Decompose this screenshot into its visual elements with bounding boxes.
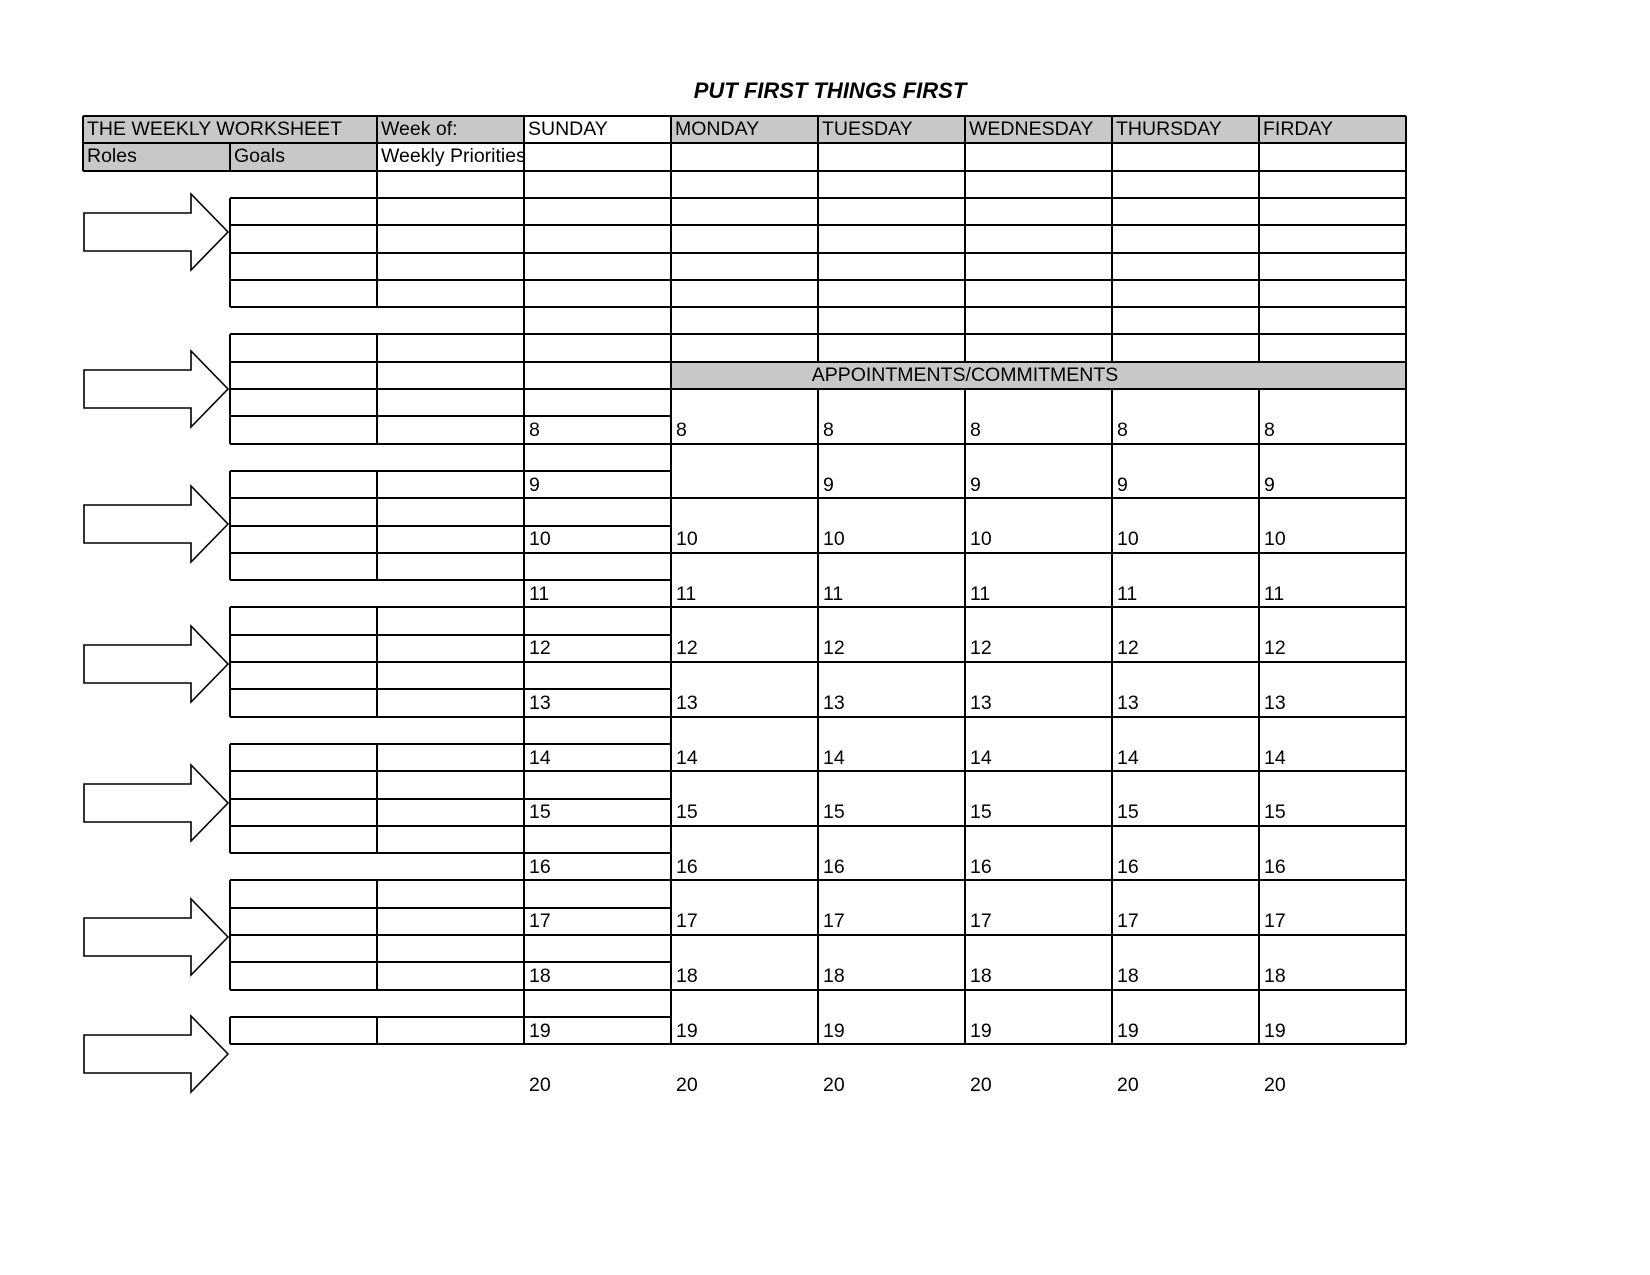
grid-line: [964, 116, 966, 362]
hour-label: 13: [970, 692, 992, 714]
grid-line: [671, 716, 1406, 718]
hour-label: 8: [823, 419, 834, 441]
grid-line: [83, 142, 1406, 144]
grid-line: [524, 743, 671, 745]
hour-label: 18: [1117, 965, 1139, 987]
grid-line: [524, 634, 671, 636]
grid-line: [376, 116, 378, 143]
day-header-firday: FIRDAY: [1263, 118, 1334, 140]
grid-line: [524, 1043, 671, 1045]
hour-label: 19: [823, 1019, 845, 1042]
grid-line: [376, 880, 378, 989]
hour-label: 15: [676, 801, 698, 824]
grid-line: [83, 115, 1406, 117]
grid-line: [83, 170, 1406, 172]
weekly-priorities-label: Weekly Priorities: [381, 145, 526, 168]
hour-label: 9: [1117, 473, 1128, 496]
hour-label: 9: [529, 473, 540, 496]
hour-label: 20: [676, 1074, 698, 1097]
hour-label: 11: [529, 582, 550, 605]
day-header-monday: MONDAY: [675, 118, 760, 140]
week-of-label: Week of:: [381, 118, 458, 140]
grid-line: [964, 389, 966, 1044]
hour-label: 17: [1264, 910, 1286, 933]
hour-label: 14: [970, 746, 992, 769]
grid-line: [1258, 116, 1260, 362]
hour-label: 14: [1117, 746, 1139, 769]
grid-line: [671, 606, 1406, 608]
hour-label: 12: [823, 637, 845, 660]
hour-label: 13: [529, 692, 551, 714]
role-arrow-icon: [78, 1011, 232, 1097]
grid-line: [524, 1016, 671, 1018]
grid-line: [524, 661, 671, 663]
grid-line: [376, 1017, 378, 1044]
role-arrow-icon: [78, 481, 232, 567]
hour-label: 18: [970, 965, 992, 987]
grid-line: [524, 961, 671, 963]
day-header-sunday: SUNDAY: [528, 118, 608, 140]
grid-line: [524, 415, 671, 417]
hour-label: 8: [1264, 419, 1275, 441]
grid-line: [376, 607, 378, 716]
grid-line: [524, 770, 671, 772]
role-arrow-icon: [78, 346, 232, 432]
grid-line: [671, 989, 1406, 991]
grid-line: [376, 471, 378, 580]
hour-label: 20: [823, 1074, 845, 1097]
grid-line: [524, 688, 671, 690]
hour-label: 20: [1264, 1074, 1286, 1097]
grid-line: [524, 825, 671, 827]
grid-line: [1405, 389, 1407, 1044]
grid-line: [1111, 116, 1113, 362]
grid-line: [817, 389, 819, 1044]
hour-label: 18: [823, 965, 845, 987]
grid-line: [671, 497, 1406, 499]
goals-label: Goals: [234, 145, 285, 168]
grid-line: [524, 907, 671, 909]
hour-label: 10: [823, 528, 845, 551]
role-arrow-icon: [78, 189, 232, 275]
worksheet-label: THE WEEKLY WORKSHEET: [87, 118, 342, 140]
role-arrow-icon: [78, 760, 232, 846]
grid-line: [524, 934, 671, 936]
grid-line: [1405, 116, 1407, 362]
grid-line: [524, 989, 671, 991]
roles-label: Roles: [87, 145, 137, 168]
hour-label: 16: [823, 855, 845, 878]
grid-line: [817, 116, 819, 362]
hour-label: 15: [529, 801, 551, 824]
hour-label: 10: [529, 528, 551, 551]
hour-label: 11: [676, 582, 697, 605]
hour-label: 16: [1264, 855, 1286, 878]
hour-label: 13: [1264, 692, 1286, 714]
grid-line: [524, 552, 671, 554]
grid-line: [524, 798, 671, 800]
hour-label: 19: [676, 1019, 698, 1042]
grid-line: [671, 552, 1406, 554]
grid-line: [1111, 389, 1113, 1044]
day-header-tuesday: TUESDAY: [822, 118, 913, 140]
page-title: PUT FIRST THINGS FIRST: [693, 78, 967, 103]
grid-line: [671, 934, 1406, 936]
hour-label: 12: [529, 637, 551, 660]
grid-line: [82, 116, 84, 171]
hour-label: 8: [1117, 419, 1128, 441]
grid-line: [376, 744, 378, 853]
grid-line: [524, 470, 671, 472]
day-header-wednesday: WEDNESDAY: [969, 118, 1094, 140]
hour-label: 17: [676, 910, 698, 933]
hour-label: 17: [1117, 910, 1139, 933]
grid-line: [671, 1043, 1406, 1045]
hour-label: 14: [529, 746, 551, 769]
hour-label: 10: [1264, 528, 1286, 551]
hour-label: 10: [1117, 528, 1139, 551]
hour-label: 15: [1117, 801, 1139, 824]
hour-label: 18: [676, 965, 698, 987]
hour-label: 8: [970, 419, 981, 441]
grid-line: [671, 770, 1406, 772]
hour-label: 13: [1117, 692, 1139, 714]
grid-line: [670, 116, 672, 1044]
hour-label: 14: [1264, 746, 1286, 769]
hour-label: 11: [1264, 582, 1285, 605]
hour-label: 9: [1264, 473, 1275, 496]
grid-line: [1258, 389, 1260, 1044]
hour-label: 11: [823, 582, 844, 605]
hour-label: 19: [970, 1019, 992, 1042]
hour-label: 20: [970, 1074, 992, 1097]
role-arrow-icon: [78, 894, 232, 980]
grid-line: [671, 879, 1406, 881]
appointments-label: APPOINTMENTS/COMMITMENTS: [811, 363, 1119, 386]
grid-line: [229, 143, 231, 170]
hour-label: 12: [1264, 637, 1286, 660]
hour-label: 16: [970, 855, 992, 878]
hour-label: 14: [823, 746, 845, 769]
hour-label: 11: [1117, 582, 1138, 605]
hour-label: 15: [970, 801, 992, 824]
grid-line: [524, 497, 671, 499]
grid-line: [376, 143, 378, 198]
hour-label: 16: [676, 855, 698, 878]
grid-line: [671, 388, 1406, 390]
grid-line: [524, 716, 671, 718]
hour-label: 8: [676, 419, 687, 441]
hour-label: 16: [529, 855, 551, 878]
hour-label: 17: [823, 910, 845, 933]
grid-line: [524, 579, 671, 581]
grid-line: [376, 334, 378, 443]
hour-label: 17: [529, 910, 551, 933]
hour-label: 13: [823, 692, 845, 714]
hour-label: 12: [1117, 637, 1139, 660]
hour-label: 11: [970, 582, 991, 605]
hour-label: 16: [1117, 855, 1139, 878]
grid-line: [524, 443, 671, 445]
hour-label: 19: [1264, 1019, 1286, 1042]
grid-line: [671, 443, 1406, 445]
grid-line: [671, 825, 1406, 827]
grid-line: [524, 879, 671, 881]
hour-label: 20: [1117, 1074, 1139, 1097]
day-header-thursday: THURSDAY: [1116, 118, 1222, 140]
hour-label: 20: [529, 1074, 551, 1097]
role-arrow-icon: [78, 621, 232, 707]
hour-label: 9: [970, 473, 981, 496]
hour-label: 13: [676, 692, 698, 714]
hour-label: 10: [676, 528, 698, 551]
hour-label: 19: [529, 1019, 551, 1042]
grid-line: [376, 198, 378, 307]
hour-label: 15: [823, 801, 845, 824]
hour-label: 18: [529, 965, 551, 987]
hour-label: 14: [676, 746, 698, 769]
hour-label: 19: [1117, 1019, 1139, 1042]
grid-line: [671, 661, 1406, 663]
grid-line: [524, 852, 671, 854]
grid-line: [523, 116, 525, 1044]
hour-label: 12: [676, 637, 698, 660]
grid-line: [524, 606, 671, 608]
grid-line: [524, 525, 671, 527]
hour-label: 9: [823, 473, 834, 496]
hour-label: 10: [970, 528, 992, 551]
hour-label: 8: [529, 419, 540, 441]
hour-label: 15: [1264, 801, 1286, 824]
hour-label: 18: [1264, 965, 1286, 987]
hour-label: 17: [970, 910, 992, 933]
hour-label: 12: [970, 637, 992, 660]
